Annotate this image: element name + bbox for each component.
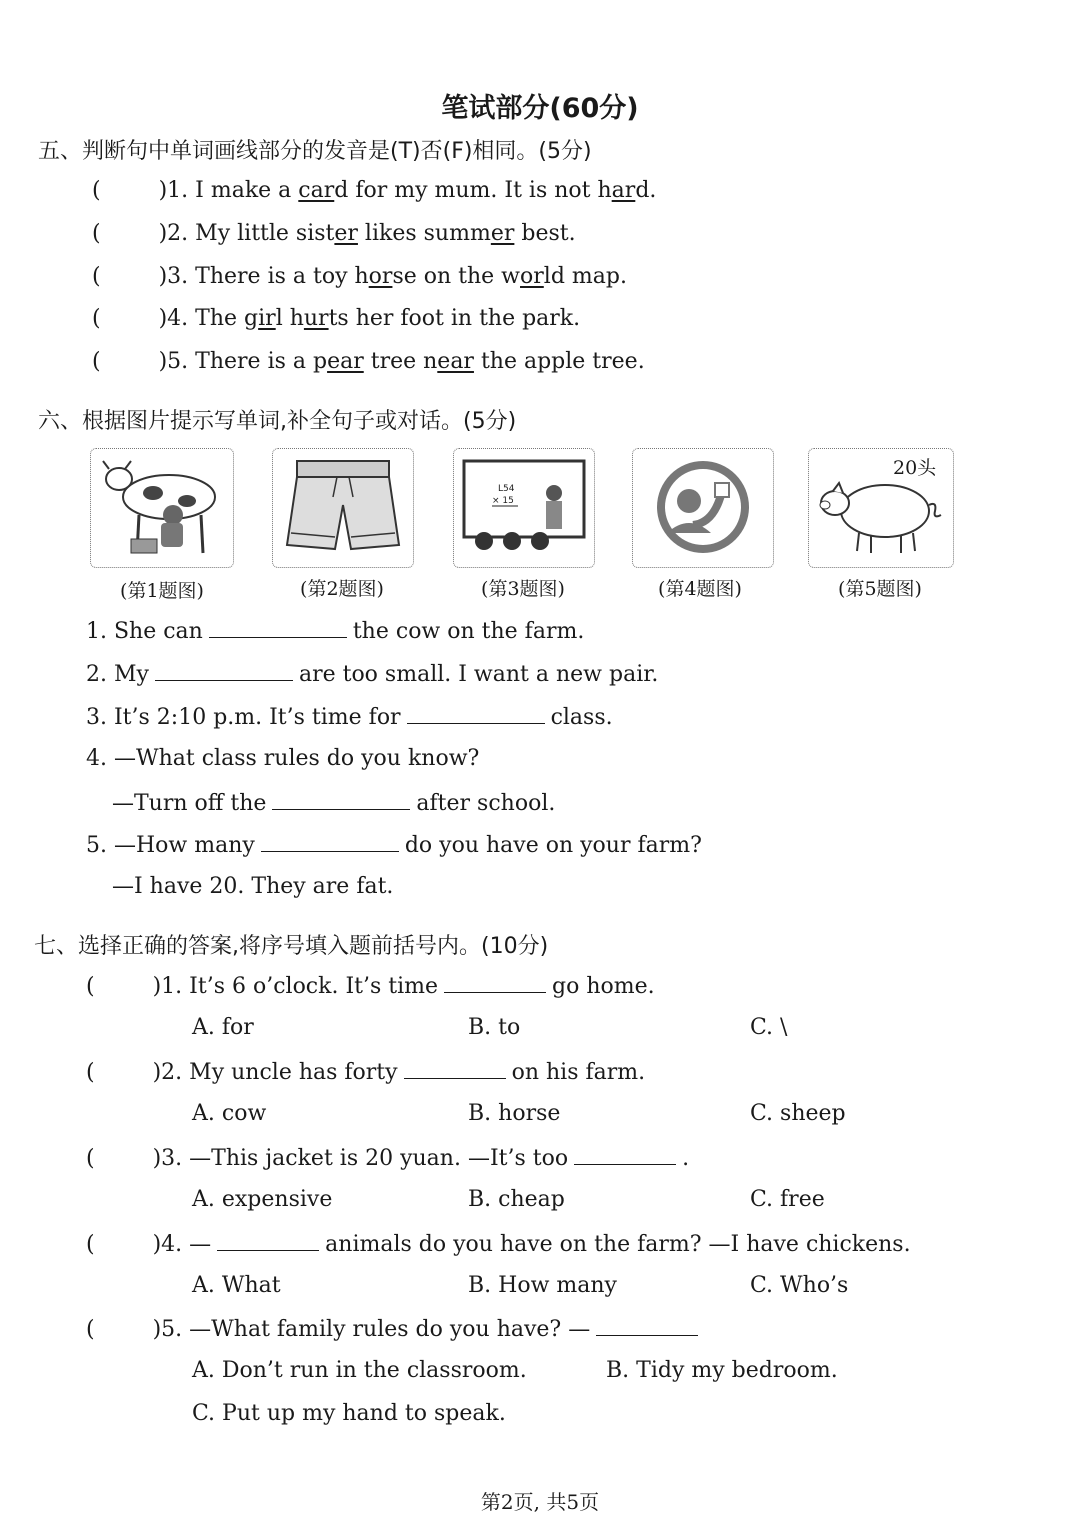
light-switch-icon [633, 449, 773, 567]
picture-2-shorts [272, 448, 414, 568]
answer-blank[interactable] [404, 1058, 506, 1079]
answer-blank[interactable] [596, 1315, 698, 1336]
caption-1: (第1题图) [120, 580, 204, 602]
s7-question-3: ( )3. —This jacket is 20 yuan. —It’s too . [86, 1146, 690, 1171]
page-title: 笔试部分(60分) [441, 93, 639, 124]
s5-question-1: ( )1. I make a card for my mum. It is not hard. [92, 178, 657, 203]
section-5-heading: 五、判断句中单词画线部分的发音是(T)否(F)相同。(5分) [38, 139, 592, 164]
s7-question-2: ( )2. My uncle has forty on his farm. [86, 1060, 646, 1085]
caption-3: (第3题图) [481, 578, 565, 600]
s7-question-4: ( )4. — animals do you have on the farm? —I have chickens. [86, 1232, 911, 1257]
s5-question-5: ( )5. There is a pear tree near the apple tree. [92, 349, 645, 374]
answer-blank[interactable] [574, 1144, 676, 1165]
caption-5: (第5题图) [838, 578, 922, 600]
page-footer: 第2页, 共5页 [480, 1490, 600, 1514]
cow-icon [91, 449, 233, 567]
s7-q3-option-c: C. free [750, 1187, 825, 1212]
s7-q1-option-c: C. \ [750, 1015, 788, 1040]
caption-2: (第2题图) [300, 578, 384, 600]
picture-5-pig [808, 448, 954, 568]
picture-3-maths-class [453, 448, 595, 568]
s7-q2-option-a: A. cow [192, 1101, 267, 1126]
s7-q1-option-a: A. for [192, 1015, 254, 1040]
blackboard-icon [454, 449, 594, 567]
s7-q4-option-b: B. How many [468, 1273, 617, 1298]
answer-blank[interactable] [407, 703, 545, 724]
answer-blank[interactable] [209, 617, 347, 638]
s7-question-5: ( )5. —What family rules do you have? — [86, 1315, 704, 1342]
s6-line-5-answer: —I have 20. They are fat. [112, 874, 394, 899]
s6-line-4: 4. —What class rules do you know? [86, 746, 480, 771]
svg-text:× 15: × 15 [492, 496, 514, 506]
s6-line-2: 2. My are too small. I want a new pair. [86, 662, 659, 687]
s7-q3-option-b: B. cheap [468, 1187, 565, 1212]
s7-q2-option-c: C. sheep [750, 1101, 846, 1126]
section-7-heading: 七、选择正确的答案,将序号填入题前括号内。(10分) [34, 934, 549, 959]
s7-q2-option-b: B. horse [468, 1101, 561, 1126]
answer-blank[interactable] [272, 789, 410, 810]
s7-q5-option-a: A. Don’t run in the classroom. [192, 1358, 527, 1383]
answer-blank[interactable] [444, 972, 546, 993]
picture-4-light-switch [632, 448, 774, 568]
s7-q4-option-a: A. What [192, 1273, 281, 1298]
s5-question-2: ( )2. My little sister likes summer best. [92, 221, 576, 246]
s5-question-3: ( )3. There is a toy horse on the world map. [92, 264, 627, 289]
s7-question-1: ( )1. It’s 6 o’clock. It’s time go home. [86, 974, 655, 999]
caption-4: (第4题图) [658, 578, 742, 600]
s5-question-4: ( )4. The girl hurts her foot in the park. [92, 306, 581, 331]
svg-text:L54: L54 [498, 484, 515, 494]
s6-line-4-answer: —Turn off the after school. [112, 791, 556, 816]
s7-q5-option-c: C. Put up my hand to speak. [192, 1401, 506, 1426]
shorts-icon [273, 449, 413, 567]
answer-blank[interactable] [155, 660, 293, 681]
s7-q1-option-b: B. to [468, 1015, 521, 1040]
s6-line-1: 1. She can the cow on the farm. [86, 619, 585, 644]
picture-1-milking-cow [90, 448, 234, 568]
s7-q4-option-c: C. Who’s [750, 1273, 849, 1298]
answer-blank[interactable] [261, 831, 399, 852]
s6-line-5: 5. —How many do you have on your farm? [86, 833, 702, 858]
s7-q5-option-b: B. Tidy my bedroom. [606, 1358, 838, 1383]
pig-count-label: 20头 [893, 457, 937, 479]
answer-blank[interactable] [217, 1230, 319, 1251]
s7-q3-option-a: A. expensive [192, 1187, 333, 1212]
s6-line-3: 3. It’s 2:10 p.m. It’s time for class. [86, 705, 613, 730]
section-6-heading: 六、根据图片提示写单词,补全句子或对话。(5分) [38, 409, 517, 434]
